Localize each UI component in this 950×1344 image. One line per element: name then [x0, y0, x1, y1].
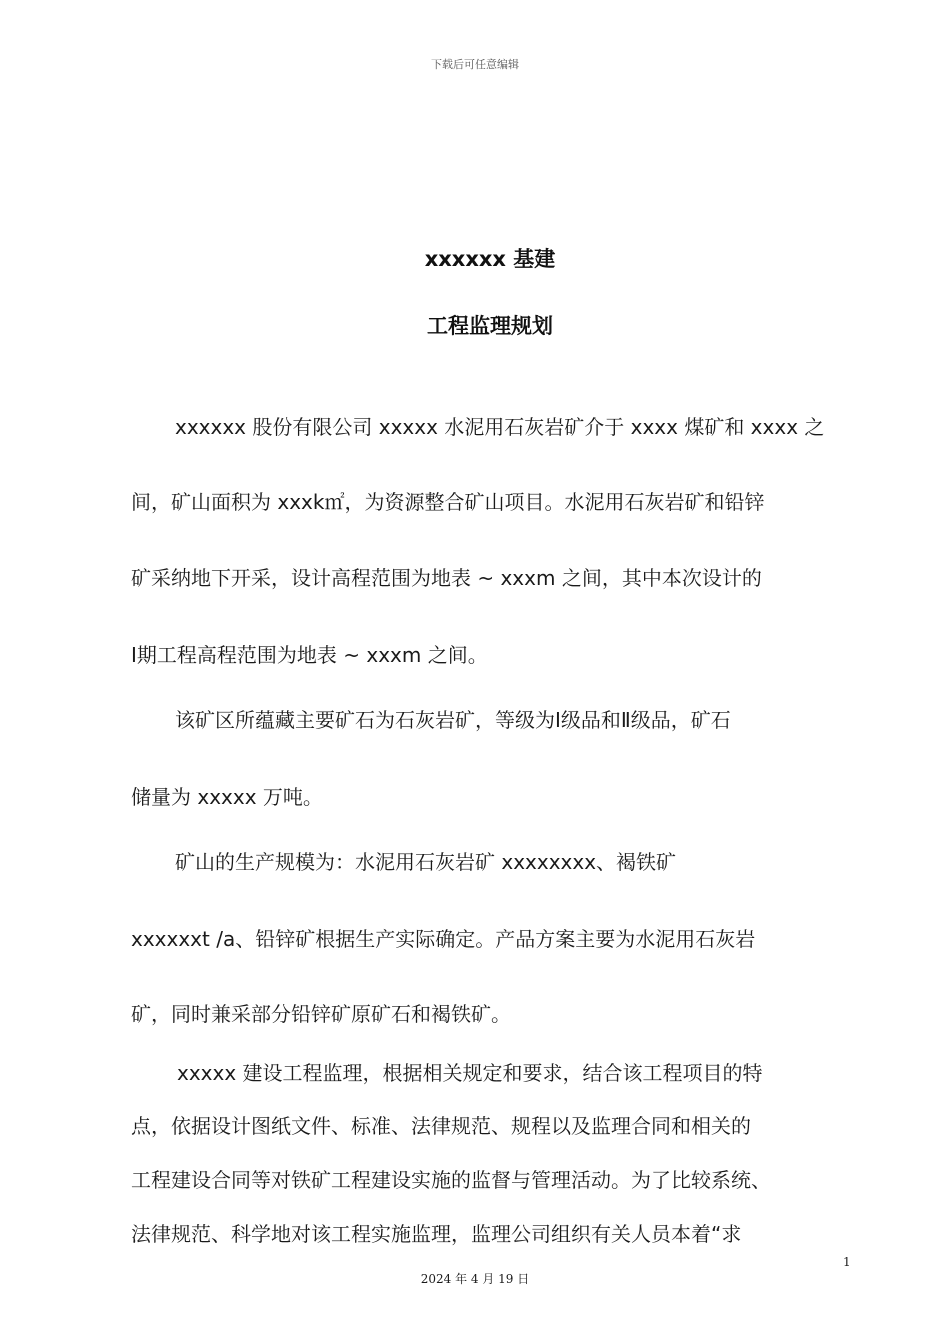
- body-line: xxxxxxt /a、铅锌矿根据生产实际确定。产品方案主要为水泥用石灰岩: [131, 927, 756, 951]
- body-line: Ⅰ期工程高程范围为地表 ~ xxxm 之间。: [131, 643, 488, 667]
- page-header-note: 下载后可任意编辑: [431, 58, 519, 71]
- body-line: 点，依据设计图纸文件、标准、法律规范、规程以及监理合同和相关的: [131, 1114, 751, 1138]
- body-line: 矿，同时兼采部分铅锌矿原矿石和褐铁矿。: [131, 1002, 511, 1026]
- body-line: xxxxx 建设工程监理，根据相关规定和要求，结合该工程项目的特: [177, 1061, 763, 1085]
- body-line: 该矿区所蕴藏主要矿石为石灰岩矿，等级为Ⅰ级品和Ⅱ级品，矿石: [175, 708, 731, 732]
- document-title-line-1: xxxxxx 基建: [424, 247, 556, 271]
- body-line: 法律规范、科学地对该工程实施监理，监理公司组织有关人员本着“求: [131, 1222, 742, 1246]
- footer-date: 2024 年 4 月 19 日: [420, 1272, 530, 1286]
- body-line: 矿采纳地下开采，设计高程范围为地表 ~ xxxm 之间，其中本次设计的: [131, 566, 762, 590]
- body-line: xxxxxx 股份有限公司 xxxxx 水泥用石灰岩矿介于 xxxx 煤矿和 xxxx 之: [175, 415, 825, 439]
- body-line: 间，矿山面积为 xxxk㎡，为资源整合矿山项目。水泥用石灰岩矿和铅锌: [131, 490, 765, 514]
- body-line: 矿山的生产规模为：水泥用石灰岩矿 xxxxxxxx、褐铁矿: [175, 850, 677, 874]
- document-title-line-2: 工程监理规划: [427, 314, 553, 338]
- body-line: 工程建设合同等对铁矿工程建设实施的监督与管理活动。为了比较系统、: [131, 1168, 771, 1192]
- page-number: 1: [843, 1255, 851, 1269]
- body-line: 储量为 xxxxx 万吨。: [131, 785, 323, 809]
